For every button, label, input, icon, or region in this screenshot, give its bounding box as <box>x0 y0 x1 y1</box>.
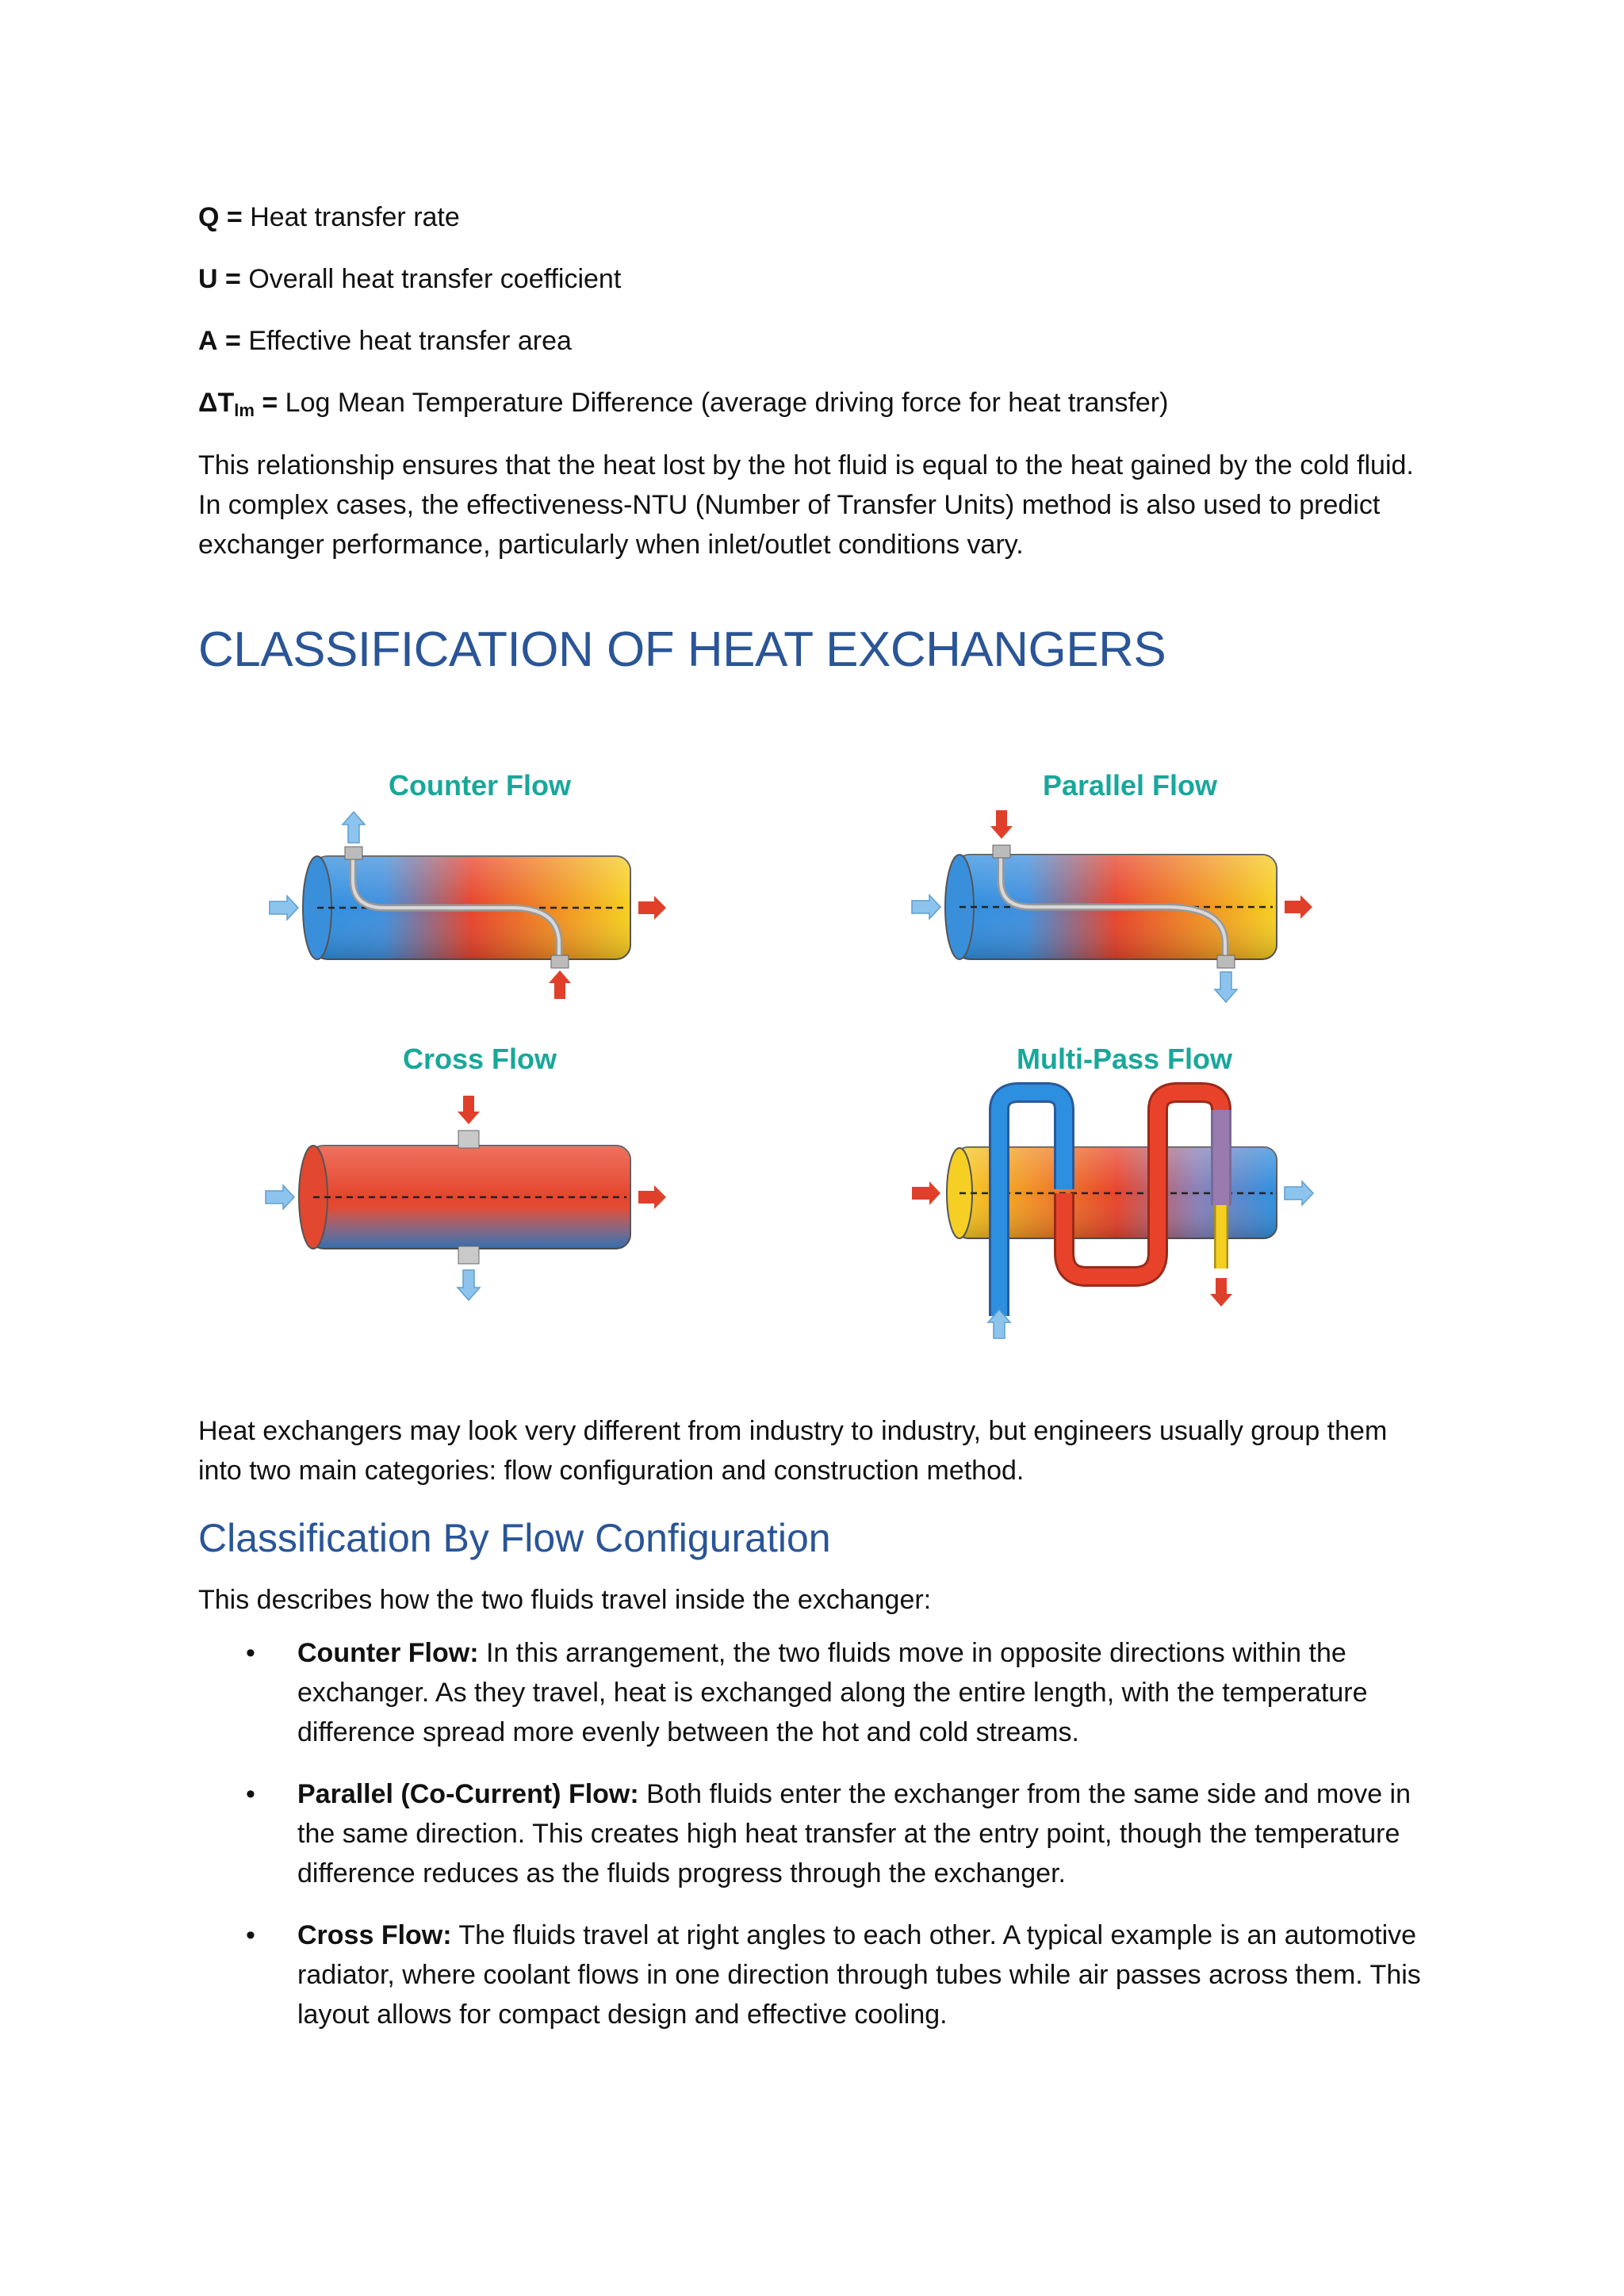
symbol: U <box>198 264 218 294</box>
definition-u <box>198 262 621 297</box>
section-heading: CLASSIFICATION OF HEAT EXCHANGERS <box>198 622 1166 677</box>
definition-a <box>198 323 572 358</box>
definition-text: Overall heat transfer coefficient <box>248 264 622 294</box>
symbol: ΔT <box>198 388 235 418</box>
symbol: Q <box>198 202 220 232</box>
symbol: A <box>198 326 218 356</box>
title-parallel-flow: Parallel Flow <box>1042 769 1218 802</box>
definition-text: Heat transfer rate <box>250 202 460 232</box>
bullet-dot: • <box>246 1779 255 1809</box>
list-item-counter-flow <box>198 1633 1435 1752</box>
categories-paragraph: Heat exchangers may look very different from industry to industry, but engineers usually group them into two main categories: flow configuration and construction method. <box>198 1416 1388 1486</box>
definition-text: Effective heat transfer area <box>248 326 572 356</box>
list-item-term: Parallel (Co-Current) Flow: <box>297 1779 639 1809</box>
title-cross-flow: Cross Flow <box>402 1043 557 1075</box>
relationship-paragraph: This relationship ensures that the heat lost by the hot fluid is equal to the heat gained by the cold fluid. In complex cases, the effectiveness-NTU (Number of Transfer Units) method is also used to predict exchanger performance, particularly when inlet/outlet conditions vary. <box>198 450 1414 560</box>
definition-q <box>198 200 460 235</box>
flow-type-list <box>198 1633 1435 2057</box>
diagrams-svg <box>238 761 1364 1348</box>
list-item-text: The fluids travel at right angles to each other. A typical example is an automotive radiator, where coolant flows in one direction through tubes while air passes across them. This layout allows for compact design and effective cooling. <box>297 1920 1421 2030</box>
subscript: lm <box>234 400 255 420</box>
equals-sign: = <box>225 264 241 294</box>
list-item-term: Counter Flow: <box>297 1638 479 1668</box>
counter-flow-diagram <box>270 812 666 999</box>
parallel-flow-diagram <box>912 810 1312 1002</box>
equals-sign: = <box>262 388 278 418</box>
list-item-text: In this arrangement, the two fluids move in opposite directions within the exchanger. As they travel, heat is exchanged along the entire length, with the temperature difference spread more evenly between the hot and cold streams. <box>297 1638 1368 1747</box>
subsection-heading: Classification By Flow Configuration <box>198 1516 831 1560</box>
list-item-cross-flow <box>198 1915 1435 2034</box>
definition-delta-t <box>198 385 1168 428</box>
bullet-dot: • <box>246 1920 255 1950</box>
cross-flow-diagram <box>266 1096 666 1300</box>
list-item-parallel-flow <box>198 1774 1435 1893</box>
definition-text: Log Mean Temperature Difference (average driving force for heat transfer) <box>285 388 1169 418</box>
heat-exchanger-figure <box>238 761 1364 1348</box>
title-multi-pass-flow: Multi-Pass Flow <box>1016 1043 1233 1075</box>
equals-sign: = <box>225 326 241 356</box>
bullet-dot: • <box>246 1638 255 1668</box>
title-counter-flow: Counter Flow <box>389 769 571 802</box>
equals-sign: = <box>226 202 243 232</box>
list-item-text: Both fluids enter the exchanger from the same side and move in the same direction. This creates high heat transfer at the entry point, though the temperature difference reduces as the fluids progress through the exchanger. <box>297 1779 1411 1888</box>
multi-pass-flow-diagram <box>912 1093 1313 1338</box>
intro-paragraph: This describes how the two fluids travel inside the exchanger: <box>198 1585 932 1615</box>
list-item-term: Cross Flow: <box>297 1920 452 1950</box>
